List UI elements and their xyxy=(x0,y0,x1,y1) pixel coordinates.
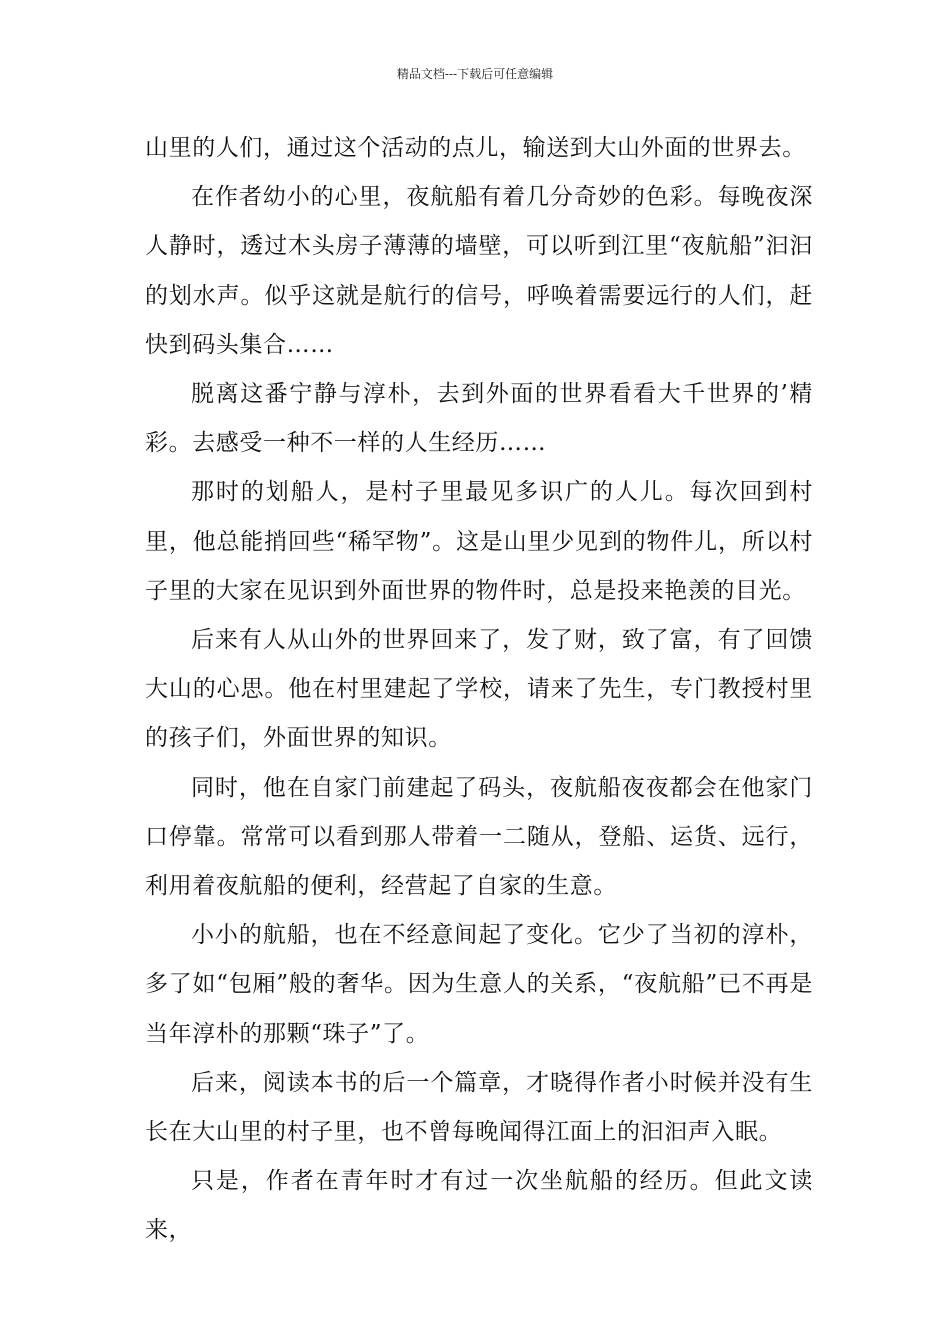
paragraph: 山里的人们，通过这个活动的点儿，输送到大山外面的世界去。 xyxy=(145,135,806,161)
paragraph: 小小的航船，也在不经意间起了变化。它少了当初的淳朴，多了如“包厢”般的奢华。因为生意人的关系，“夜航船”已不再是当年淳朴的那颗“珠子”了。 xyxy=(145,922,813,1047)
paragraph: 脱离这番宁静与淳朴，去到外面的世界看看大千世界的’精彩。去感受一种不一样的人生经历…… xyxy=(145,381,813,457)
paragraph: 后来有人从山外的世界回来了，发了财，致了富，有了回馈大山的心思。他在村里建起了学校，请来了先生，专门教授村里的孩子们，外面世界的知识。 xyxy=(145,627,813,752)
article-body xyxy=(145,124,813,1256)
paragraph: 那时的划船人，是村子里最见多识广的人儿。每次回到村里，他总能捎回些“稀罕物”。这是山里少见到的物件儿，所以村子里的大家在见识到外面世界的物件时，总是投来艳羡的目光。 xyxy=(145,479,813,604)
paragraph: 同时，他在自家门前建起了码头，夜航船夜夜都会在他家门口停靠。常常可以看到那人带着一二随从，登船、运货、远行，利用着夜航船的便利，经营起了自家的生意。 xyxy=(145,774,813,900)
paragraph: 后来，阅读本书的后一个篇章，才晓得作者小时候并没有生长在大山里的村子里，也不曾每晚闻得江面上的汩汩声入眠。 xyxy=(145,1069,813,1146)
paragraph: 只是，作者在青年时才有过一次坐航船的经历。但此文读来， xyxy=(145,1168,813,1244)
paragraph: 在作者幼小的心里，夜航船有着几分奇妙的色彩。每晚夜深人静时，透过木头房子薄薄的墙壁，可以听到江里“夜航船”汩汩的划水声。似乎这就是航行的信号，呼唤着需要远行的人们，赶快到码头集合…… xyxy=(145,184,813,358)
page-header: 精品文档---下载后可任意编辑 xyxy=(396,67,554,81)
